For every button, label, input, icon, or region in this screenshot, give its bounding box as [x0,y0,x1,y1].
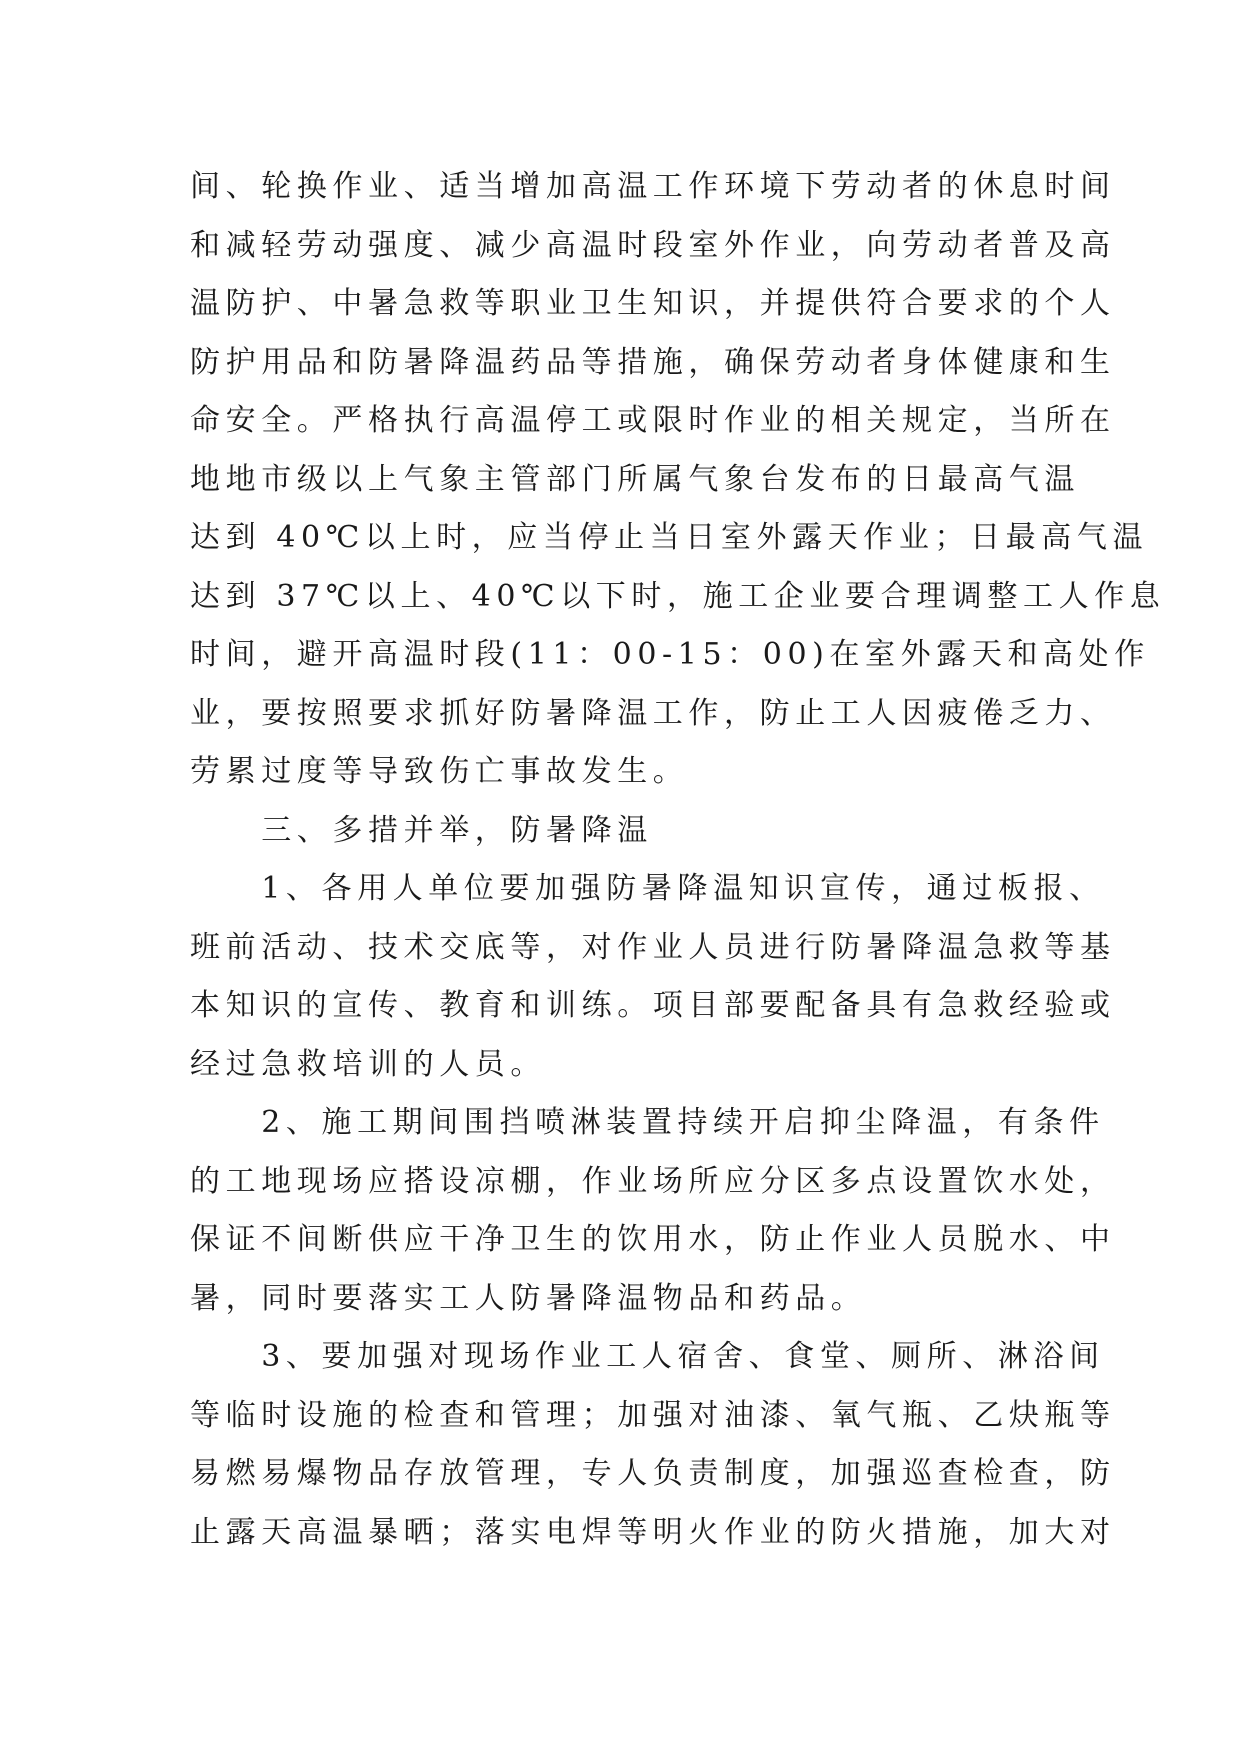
document-body [190,158,1166,1562]
text-line: 暑，同时要落实工人防暑降温物品和药品。 [190,1280,867,1316]
text-line: 易燃易爆物品存放管理，专人负责制度，加强巡查检查，防 [190,1456,1116,1491]
text-line: 止露天高温暴晒；落实电焊等明火作业的防火措施，加大对 [190,1514,1116,1550]
text-line: 温防护、中暑急救等职业卫生知识，并提供符合要求的个人 [190,286,1116,321]
text-line: 保证不间断供应干净卫生的饮用水，防止作业人员脱水、中 [190,1222,1116,1257]
text-line: 业，要按照要求抓好防暑降温工作，防止工人因疲倦乏力、 [190,695,1116,731]
text-line: 劳累过度等导致伤亡事故发生。 [190,754,689,789]
text-line: 达到 40℃以上时，应当停止当日室外露天作业；日最高气温 [190,520,1149,555]
text-line: 1、各用人单位要加强防暑降温知识宣传，通过板报、 [190,871,1105,906]
text-line: 班前活动、技术交底等，对作业人员进行防暑降温急救等基 [190,929,1116,965]
text-line: 本知识的宣传、教育和训练。项目部要配备具有急救经验或 [190,988,1116,1023]
text-line: 经过急救培训的人员。 [190,1046,546,1082]
text-line: 间、轮换作业、适当增加高温工作环境下劳动者的休息时间 [190,169,1116,204]
section-heading: 三、多措并举，防暑降温 [190,812,653,848]
text-line: 防护用品和防暑降温药品等措施，确保劳动者身体健康和生 [190,344,1116,380]
text-line: 2、施工期间围挡喷淋装置持续开启抑尘降温，有条件 [190,1105,1105,1140]
text-line: 达到 37℃以上、40℃以下时，施工企业要合理调整工人作息 [190,578,1166,614]
text-line: 等临时设施的检查和管理；加强对油漆、氧气瓶、乙炔瓶等 [190,1397,1116,1433]
text-line: 时间，避开高温时段(11：00-15：00)在室外露天和高处作 [190,637,1150,672]
text-line: 命安全。严格执行高温停工或限时作业的相关规定，当所在 [190,403,1116,438]
text-line: 和减轻劳动强度、减少高温时段室外作业，向劳动者普及高 [190,227,1116,263]
text-line: 的工地现场应搭设凉棚，作业场所应分区多点设置饮水处， [190,1163,1116,1199]
text-line: 3、要加强对现场作业工人宿舍、食堂、厕所、淋浴间 [190,1339,1105,1374]
text-line: 地地市级以上气象主管部门所属气象台发布的日最高气温 [190,461,1080,497]
